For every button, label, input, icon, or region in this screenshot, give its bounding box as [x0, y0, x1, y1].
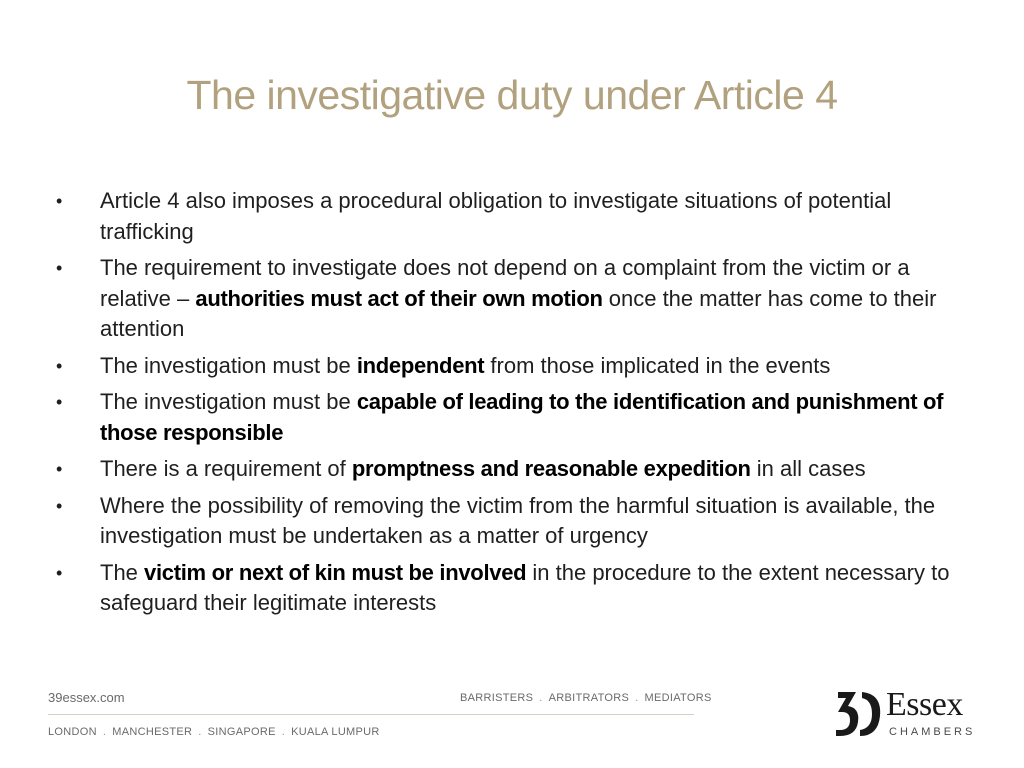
footer-location: KUALA LUMPUR: [291, 726, 380, 738]
bullet-text: [100, 454, 986, 485]
footer-divider: [48, 714, 694, 715]
bullet-marker-icon: •: [56, 495, 63, 516]
bullet-marker-icon: •: [56, 355, 63, 376]
logo-subtitle: CHAMBERS: [889, 726, 976, 738]
footer-location: LONDON: [48, 726, 97, 738]
bullet-text: [100, 186, 986, 247]
footer-roles: [460, 692, 712, 704]
footer-role: MEDIATORS: [644, 692, 712, 704]
bullet-item: [56, 454, 986, 485]
bullet-emphasis: authorities must act of their own motion: [195, 285, 603, 311]
bullet-item: [56, 491, 986, 552]
slide-title: The investigative duty under Article 4: [186, 72, 838, 118]
bullet-segment: Article 4 also imposes a procedural obligation to investigate situations of potential trafficking: [100, 188, 892, 244]
footer-separator: .: [198, 726, 202, 738]
footer-separator: .: [635, 692, 639, 704]
bullet-item: [56, 558, 986, 619]
bullet-marker-icon: •: [56, 562, 63, 583]
bullet-text: [100, 558, 986, 619]
bullet-emphasis: capable of leading to the identification and punishment of those responsible: [100, 389, 944, 445]
bullet-list: [56, 186, 986, 625]
bullet-item: [56, 186, 986, 247]
bullet-segment: There is a requirement of: [100, 456, 352, 481]
bullet-segment: The: [100, 559, 145, 585]
footer-separator: .: [102, 726, 107, 738]
bullet-segment: in the procedure to the extent necessary to safeguard their legitimate interests: [100, 559, 950, 615]
bullet-marker-icon: •: [56, 459, 63, 479]
bullet-segment: The investigation must be: [100, 389, 357, 414]
bullet-emphasis: promptness and reasonable expedition: [351, 456, 751, 481]
bullet-marker-icon: •: [56, 258, 63, 278]
footer-website: 39essex.com: [48, 690, 125, 705]
bullet-text: [100, 351, 986, 382]
footer-separator: .: [539, 692, 543, 704]
bullet-text: [100, 387, 986, 448]
bullet-emphasis: independent: [356, 352, 485, 378]
bullet-segment: The investigation must be: [100, 352, 357, 378]
footer-separator: .: [281, 726, 286, 738]
bullet-emphasis: victim or next of kin must be involved: [144, 559, 527, 585]
footer-location: MANCHESTER: [112, 726, 193, 738]
bullet-item: [56, 387, 986, 448]
essex-chambers-logo: [834, 688, 984, 746]
bullet-text: [100, 253, 986, 345]
bullet-segment: The requirement to investigate does not depend on a complaint from the victim or a relative –: [100, 255, 910, 311]
footer-role: ARBITRATORS: [548, 692, 630, 704]
bullet-segment: from those implicated in the events: [484, 352, 831, 378]
bullet-segment: in all cases: [750, 456, 866, 481]
bullet-segment: Where the possibility of removing the victim from the harmful situation is available, the investigation must be undertaken as a matter of urgency: [100, 492, 936, 548]
bullet-marker-icon: •: [56, 191, 63, 211]
footer-role: BARRISTERS: [460, 692, 534, 704]
bullet-marker-icon: •: [56, 392, 63, 412]
bullet-item: [56, 253, 986, 345]
logo-name: Essex: [886, 686, 963, 723]
logo-mark-icon: [834, 688, 886, 740]
footer-locations: [48, 726, 380, 738]
bullet-segment: once the matter has come to their attention: [100, 285, 937, 341]
bullet-item: [56, 351, 986, 382]
footer-location: SINGAPORE: [207, 726, 276, 738]
bullet-text: [100, 491, 986, 552]
